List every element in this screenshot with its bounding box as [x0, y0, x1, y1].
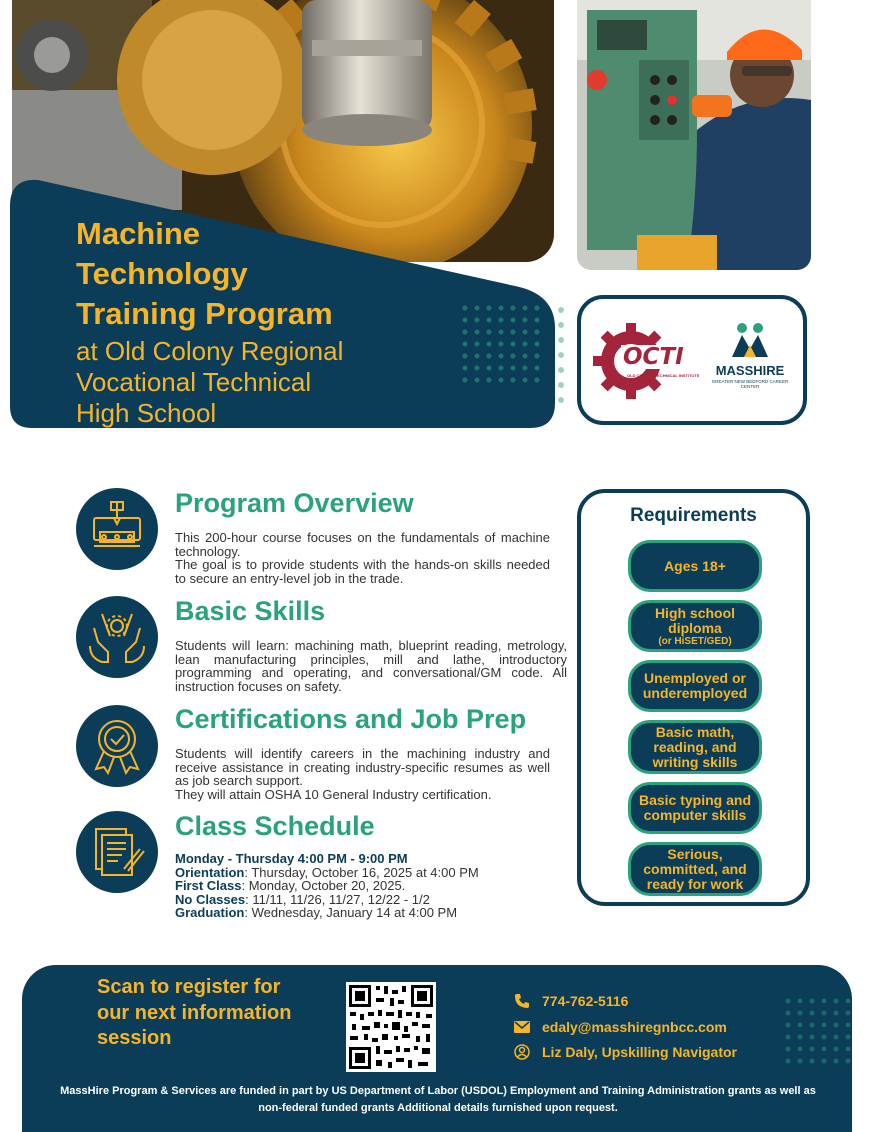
schedule-no-classes — [175, 893, 560, 907]
footer-dots — [782, 995, 852, 1075]
schedule-graduation — [175, 906, 560, 920]
section-skills — [175, 595, 567, 693]
section-overview — [175, 487, 550, 585]
machine-icon — [76, 488, 158, 570]
requirement-text: High school diploma — [654, 604, 736, 636]
schedule-days: Monday - Thursday 4:00 PM - 9:00 PM — [175, 851, 408, 866]
skills-title: Basic Skills — [175, 596, 326, 626]
schedule-body — [175, 852, 560, 920]
email-icon — [514, 1021, 530, 1033]
masshire-caption: GREATER NEW BEDFORD CAREER CENTER — [711, 379, 789, 389]
contact-phone[interactable] — [514, 993, 628, 1009]
octi-logo — [591, 321, 701, 401]
subtitle-line-2: Vocational Technical — [76, 367, 312, 397]
phone-number[interactable]: 774-762-5116 — [542, 993, 629, 1009]
subtitle-line-3: High School — [76, 398, 217, 428]
certs-body — [175, 747, 550, 801]
first-class-value: : Monday, October 20, 2025. — [241, 878, 406, 893]
user-icon — [514, 1044, 530, 1060]
no-classes-label: No Classes — [175, 891, 246, 907]
overview-paragraph-1: This 200-hour course focuses on the fundamentals of machine technology. — [175, 530, 550, 559]
skills-paragraph: Students will learn: machining math, blueprint reading, metrology, lean manufacturing principles, mill and lathe, introductory programming and operating, and conversational/GM code. All instruction focuses on safety. — [175, 638, 567, 694]
contact-person — [514, 1044, 737, 1060]
requirement-item — [628, 600, 762, 652]
certs-paragraph-2: They will attain OSHA 10 General Industry certification. — [175, 786, 492, 802]
requirements-title: Requirements — [630, 505, 757, 526]
program-title — [76, 214, 456, 429]
title-line-2: Technology — [76, 256, 248, 291]
phone-icon — [514, 993, 530, 1009]
orientation-value: : Thursday, October 16, 2025 at 4:00 PM — [244, 864, 479, 880]
qr-code[interactable] — [346, 982, 436, 1072]
schedule-orientation — [175, 866, 560, 880]
section-certifications — [175, 703, 550, 801]
requirement-text: Basic math, reading, and writing skills — [652, 723, 738, 770]
graduation-value: : Wednesday, January 14 at 4:00 PM — [244, 905, 458, 920]
contact-email[interactable] — [514, 1019, 727, 1035]
requirement-text: Ages 18+ — [664, 557, 726, 574]
schedule-first-class — [175, 879, 560, 893]
subtitle-line-1: at Old Colony Regional — [76, 336, 344, 366]
requirement-text: Unemployed or underemployed — [642, 670, 748, 701]
title-line-3: Training Program — [76, 296, 333, 331]
no-classes-value: : 11/11, 11/26, 11/27, 12/22 - 1/2 — [245, 891, 430, 907]
schedule-title: Class Schedule — [175, 811, 375, 841]
worker-photo — [577, 0, 811, 270]
title-line-1: Machine — [76, 216, 201, 251]
requirement-text: Serious, committed, and ready for work — [643, 845, 747, 892]
overview-title: Program Overview — [175, 488, 414, 518]
requirement-item — [628, 660, 762, 712]
certificate-badge-icon — [76, 705, 158, 787]
first-class-label: First Class — [175, 878, 242, 893]
masshire-logo — [705, 321, 795, 411]
decorative-dots — [556, 305, 570, 405]
requirement-text: Basic typing and computer skills — [638, 792, 752, 823]
partner-logos — [577, 295, 807, 425]
graduation-label: Graduation — [175, 905, 245, 920]
overview-paragraph-2: The goal is to provide students with the hands-on skills needed to secure an entry-level job in the trade. — [175, 557, 550, 586]
masshire-figures-icon — [720, 321, 780, 359]
certs-title: Certifications and Job Prep — [175, 704, 527, 734]
scan-to-register-text: Scan to register for our next information session — [97, 976, 292, 1049]
section-schedule — [175, 810, 560, 920]
octi-wordmark: OCTI — [623, 344, 684, 370]
masshire-wordmark: MASSHIRE — [715, 363, 785, 378]
requirement-item — [628, 782, 762, 834]
document-pen-icon — [76, 811, 158, 893]
requirement-item — [628, 842, 762, 896]
hands-tools-icon — [76, 596, 158, 678]
orientation-label: Orientation — [175, 864, 245, 880]
skills-body — [175, 639, 567, 693]
requirement-item — [628, 720, 762, 774]
requirement-note: (or HiSET/GED) — [658, 635, 732, 647]
email-address[interactable]: edaly@masshiregnbcc.com — [542, 1019, 727, 1035]
octi-caption: OLD COLONY TECHNICAL INSTITUTE — [627, 373, 700, 378]
funding-disclaimer: MassHire Program & Services are funded in part by US Department of Labor (USDOL) Employment and Training Administration grants as well as non-federal funded grants Additional details furnished upon request. — [60, 1085, 816, 1114]
overview-body — [175, 531, 550, 585]
certs-paragraph-1: Students will identify careers in the machining industry and receive assistance in creating industry-specific resumes as well as job search support. — [175, 746, 550, 788]
requirement-item — [628, 540, 762, 592]
contact-name: Liz Daly, Upskilling Navigator — [542, 1044, 738, 1060]
